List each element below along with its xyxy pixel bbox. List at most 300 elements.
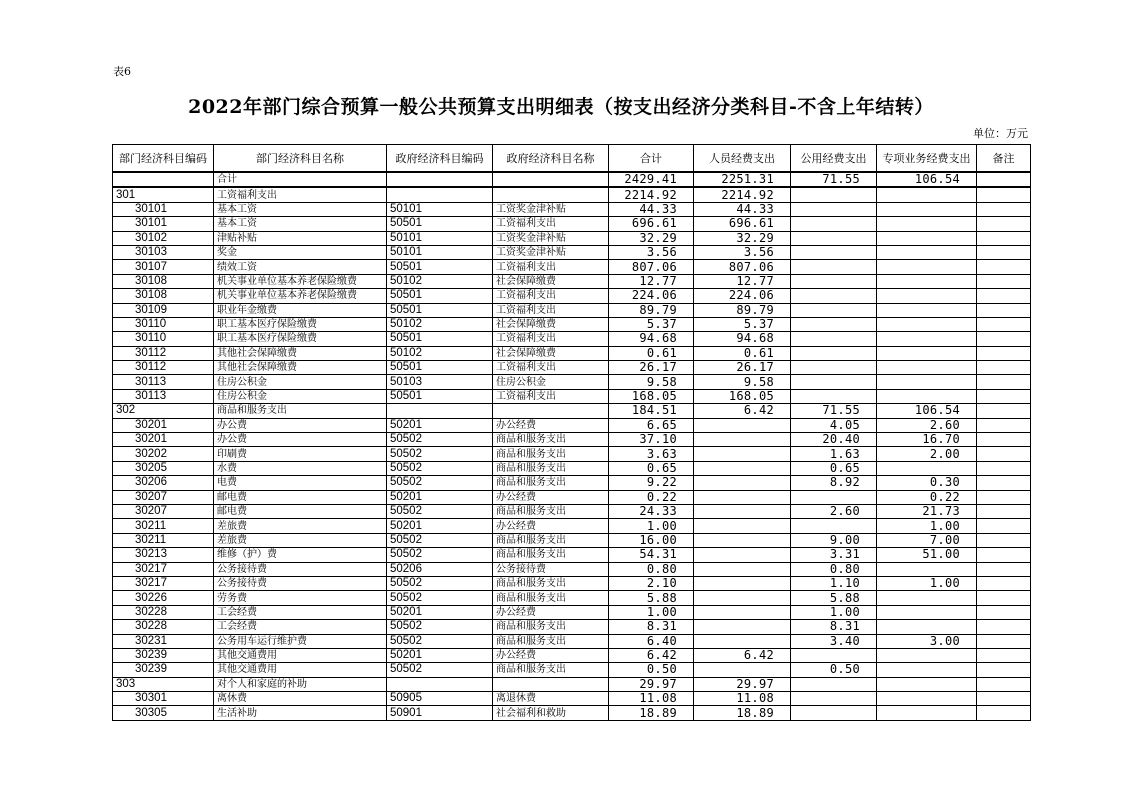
gov-code-cell: 50101 xyxy=(387,231,493,245)
total-cell: 0.50 xyxy=(609,663,694,677)
gov-name-cell: 工资奖金津补贴 xyxy=(493,245,609,259)
table-row xyxy=(113,605,1031,619)
public-cell: 9.00 xyxy=(791,533,877,547)
personnel-cell: 12.77 xyxy=(694,274,791,288)
dept-name-cell: 职工基本医疗保险缴费 xyxy=(214,317,387,331)
gov-code-cell: 50201 xyxy=(387,490,493,504)
dept-code-cell: 30201 xyxy=(113,418,214,432)
personnel-cell xyxy=(694,591,791,605)
gov-code-cell: 50502 xyxy=(387,663,493,677)
special-cell xyxy=(877,389,977,403)
dept-code-cell: 30112 xyxy=(113,346,214,360)
dept-code-cell: 302 xyxy=(113,404,214,418)
note-cell xyxy=(977,346,1031,360)
personnel-cell xyxy=(694,433,791,447)
personnel-cell: 3.56 xyxy=(694,245,791,259)
dept-code-cell: 30217 xyxy=(113,562,214,576)
public-cell xyxy=(791,375,877,389)
total-cell: 9.22 xyxy=(609,476,694,490)
public-cell: 1.63 xyxy=(791,447,877,461)
public-cell xyxy=(791,202,877,216)
gov-name-cell: 商品和服务支出 xyxy=(493,620,609,634)
dept-name-cell: 对个人和家庭的补助 xyxy=(214,677,387,691)
table-row xyxy=(113,663,1031,677)
gov-name-cell: 住房公积金 xyxy=(493,375,609,389)
header-gov-name: 政府经济科目名称 xyxy=(493,145,609,173)
gov-code-cell: 50502 xyxy=(387,548,493,562)
table-row xyxy=(113,303,1031,317)
table-row xyxy=(113,404,1031,418)
table-row xyxy=(113,648,1031,662)
total-cell: 224.06 xyxy=(609,289,694,303)
total-cell: 3.63 xyxy=(609,447,694,461)
dept-name-cell: 差旅费 xyxy=(214,533,387,547)
special-cell: 51.00 xyxy=(877,548,977,562)
table-row xyxy=(113,706,1031,720)
table-row xyxy=(113,231,1031,245)
personnel-cell: 224.06 xyxy=(694,289,791,303)
personnel-cell: 9.58 xyxy=(694,375,791,389)
note-cell xyxy=(977,418,1031,432)
total-cell: 3.56 xyxy=(609,245,694,259)
special-cell xyxy=(877,620,977,634)
total-cell: 9.58 xyxy=(609,375,694,389)
header-special: 专项业务经费支出 xyxy=(877,145,977,173)
gov-name-cell: 工资奖金津补贴 xyxy=(493,231,609,245)
dept-name-cell: 绩效工资 xyxy=(214,260,387,274)
special-cell: 2.60 xyxy=(877,418,977,432)
dept-code-cell: 30301 xyxy=(113,692,214,706)
special-cell xyxy=(877,648,977,662)
gov-name-cell: 工资福利支出 xyxy=(493,217,609,231)
total-cell: 1.00 xyxy=(609,605,694,619)
gov-name-cell: 办公经费 xyxy=(493,605,609,619)
total-cell: 8.31 xyxy=(609,620,694,634)
dept-name-cell: 公务接待费 xyxy=(214,576,387,590)
note-cell xyxy=(977,303,1031,317)
public-cell: 3.40 xyxy=(791,634,877,648)
dept-name-cell: 办公费 xyxy=(214,418,387,432)
personnel-cell xyxy=(694,533,791,547)
gov-code-cell: 50101 xyxy=(387,202,493,216)
total-cell: 184.51 xyxy=(609,404,694,418)
table-row xyxy=(113,576,1031,590)
dept-name-cell: 职业年金缴费 xyxy=(214,303,387,317)
personnel-cell xyxy=(694,418,791,432)
dept-code-cell: 30109 xyxy=(113,303,214,317)
gov-name-cell: 办公经费 xyxy=(493,418,609,432)
personnel-cell xyxy=(694,663,791,677)
dept-code-cell: 303 xyxy=(113,677,214,691)
note-cell xyxy=(977,706,1031,720)
dept-name-cell: 职工基本医疗保险缴费 xyxy=(214,332,387,346)
table-row xyxy=(113,490,1031,504)
dept-name-cell: 劳务费 xyxy=(214,591,387,605)
personnel-cell: 89.79 xyxy=(694,303,791,317)
dept-code-cell: 30112 xyxy=(113,361,214,375)
special-cell xyxy=(877,461,977,475)
gov-code-cell xyxy=(387,404,493,418)
special-cell xyxy=(877,217,977,231)
gov-code-cell: 50501 xyxy=(387,289,493,303)
public-cell xyxy=(791,231,877,245)
public-cell: 1.10 xyxy=(791,576,877,590)
dept-name-cell: 机关事业单位基本养老保险缴费 xyxy=(214,289,387,303)
gov-code-cell: 50502 xyxy=(387,620,493,634)
dept-code-cell: 30231 xyxy=(113,634,214,648)
special-cell: 7.00 xyxy=(877,533,977,547)
personnel-cell xyxy=(694,490,791,504)
public-cell xyxy=(791,490,877,504)
note-cell xyxy=(977,692,1031,706)
public-cell: 71.55 xyxy=(791,404,877,418)
table-row xyxy=(113,504,1031,518)
gov-code-cell: 50501 xyxy=(387,389,493,403)
total-cell: 2429.41 xyxy=(609,172,694,187)
gov-name-cell: 商品和服务支出 xyxy=(493,548,609,562)
dept-name-cell: 公务用车运行维护费 xyxy=(214,634,387,648)
gov-name-cell xyxy=(493,677,609,691)
personnel-cell: 94.68 xyxy=(694,332,791,346)
total-cell: 11.08 xyxy=(609,692,694,706)
gov-name-cell: 工资福利支出 xyxy=(493,260,609,274)
dept-name-cell: 电费 xyxy=(214,476,387,490)
special-cell: 1.00 xyxy=(877,519,977,533)
personnel-cell xyxy=(694,562,791,576)
dept-code-cell: 30207 xyxy=(113,490,214,504)
public-cell: 0.50 xyxy=(791,663,877,677)
public-cell xyxy=(791,519,877,533)
dept-name-cell: 商品和服务支出 xyxy=(214,404,387,418)
table-row xyxy=(113,172,1031,187)
special-cell: 3.00 xyxy=(877,634,977,648)
note-cell xyxy=(977,317,1031,331)
note-cell xyxy=(977,648,1031,662)
personnel-cell: 696.61 xyxy=(694,217,791,231)
gov-name-cell: 办公经费 xyxy=(493,648,609,662)
special-cell: 2.00 xyxy=(877,447,977,461)
total-cell: 0.22 xyxy=(609,490,694,504)
note-cell xyxy=(977,519,1031,533)
special-cell xyxy=(877,375,977,389)
gov-code-cell: 50201 xyxy=(387,605,493,619)
total-cell: 0.80 xyxy=(609,562,694,576)
note-cell xyxy=(977,634,1031,648)
dept-code-cell: 30228 xyxy=(113,620,214,634)
public-cell: 1.00 xyxy=(791,605,877,619)
dept-code-cell: 30239 xyxy=(113,648,214,662)
public-cell: 0.80 xyxy=(791,562,877,576)
table-row xyxy=(113,447,1031,461)
dept-name-cell: 生活补助 xyxy=(214,706,387,720)
personnel-cell: 32.29 xyxy=(694,231,791,245)
special-cell: 16.70 xyxy=(877,433,977,447)
special-cell xyxy=(877,260,977,274)
gov-name-cell xyxy=(493,187,609,202)
total-cell: 6.40 xyxy=(609,634,694,648)
total-cell: 32.29 xyxy=(609,231,694,245)
table-row xyxy=(113,389,1031,403)
dept-code-cell: 30211 xyxy=(113,519,214,533)
dept-code-cell: 30228 xyxy=(113,605,214,619)
dept-code-cell: 30207 xyxy=(113,504,214,518)
dept-code-cell: 30102 xyxy=(113,231,214,245)
table-row xyxy=(113,519,1031,533)
personnel-cell: 44.33 xyxy=(694,202,791,216)
note-cell xyxy=(977,533,1031,547)
total-cell: 2214.92 xyxy=(609,187,694,202)
total-cell: 6.65 xyxy=(609,418,694,432)
gov-code-cell: 50502 xyxy=(387,591,493,605)
dept-code-cell: 30226 xyxy=(113,591,214,605)
public-cell: 4.05 xyxy=(791,418,877,432)
special-cell xyxy=(877,303,977,317)
note-cell xyxy=(977,361,1031,375)
special-cell: 1.00 xyxy=(877,576,977,590)
public-cell: 2.60 xyxy=(791,504,877,518)
gov-name-cell: 工资福利支出 xyxy=(493,289,609,303)
dept-code-cell: 30101 xyxy=(113,202,214,216)
table-row xyxy=(113,260,1031,274)
total-cell: 89.79 xyxy=(609,303,694,317)
dept-code-cell: 30217 xyxy=(113,576,214,590)
table-row xyxy=(113,562,1031,576)
public-cell xyxy=(791,317,877,331)
gov-name-cell: 工资福利支出 xyxy=(493,303,609,317)
special-cell xyxy=(877,605,977,619)
special-cell xyxy=(877,202,977,216)
gov-name-cell: 商品和服务支出 xyxy=(493,476,609,490)
total-cell: 18.89 xyxy=(609,706,694,720)
dept-code-cell: 30110 xyxy=(113,317,214,331)
total-cell: 168.05 xyxy=(609,389,694,403)
public-cell xyxy=(791,260,877,274)
personnel-cell xyxy=(694,476,791,490)
special-cell xyxy=(877,591,977,605)
public-cell: 20.40 xyxy=(791,433,877,447)
dept-code-cell: 30103 xyxy=(113,245,214,259)
public-cell: 3.31 xyxy=(791,548,877,562)
special-cell xyxy=(877,692,977,706)
gov-name-cell: 商品和服务支出 xyxy=(493,663,609,677)
gov-code-cell: 50501 xyxy=(387,332,493,346)
table-row xyxy=(113,591,1031,605)
note-cell xyxy=(977,172,1031,187)
header-dept-name: 部门经济科目名称 xyxy=(214,145,387,173)
dept-code-cell xyxy=(113,172,214,187)
gov-code-cell: 50502 xyxy=(387,533,493,547)
public-cell: 0.65 xyxy=(791,461,877,475)
special-cell: 0.30 xyxy=(877,476,977,490)
gov-name-cell: 工资福利支出 xyxy=(493,361,609,375)
table-row xyxy=(113,677,1031,691)
gov-name-cell: 社会保障缴费 xyxy=(493,346,609,360)
special-cell xyxy=(877,245,977,259)
table-row xyxy=(113,245,1031,259)
public-cell xyxy=(791,346,877,360)
gov-name-cell: 商品和服务支出 xyxy=(493,591,609,605)
gov-code-cell xyxy=(387,187,493,202)
dept-name-cell: 差旅费 xyxy=(214,519,387,533)
table-row xyxy=(113,202,1031,216)
public-cell xyxy=(791,245,877,259)
special-cell xyxy=(877,317,977,331)
table-row xyxy=(113,346,1031,360)
note-cell xyxy=(977,433,1031,447)
gov-name-cell: 办公经费 xyxy=(493,519,609,533)
personnel-cell: 11.08 xyxy=(694,692,791,706)
table-row xyxy=(113,461,1031,475)
dept-code-cell: 30206 xyxy=(113,476,214,490)
gov-code-cell: 50502 xyxy=(387,634,493,648)
table-row xyxy=(113,187,1031,202)
dept-name-cell: 其他交通费用 xyxy=(214,663,387,677)
table-row xyxy=(113,476,1031,490)
total-cell: 54.31 xyxy=(609,548,694,562)
total-cell: 1.00 xyxy=(609,519,694,533)
note-cell xyxy=(977,447,1031,461)
budget-detail-table xyxy=(112,144,1031,721)
dept-name-cell: 其他社会保障缴费 xyxy=(214,361,387,375)
gov-code-cell: 50502 xyxy=(387,576,493,590)
total-cell: 12.77 xyxy=(609,274,694,288)
dept-name-cell: 办公费 xyxy=(214,433,387,447)
gov-name-cell: 社会保障缴费 xyxy=(493,317,609,331)
gov-code-cell: 50102 xyxy=(387,274,493,288)
public-cell xyxy=(791,692,877,706)
gov-code-cell: 50102 xyxy=(387,317,493,331)
dept-name-cell: 离休费 xyxy=(214,692,387,706)
dept-name-cell: 邮电费 xyxy=(214,504,387,518)
gov-name-cell: 社会保障缴费 xyxy=(493,274,609,288)
table-number: 表6 xyxy=(113,65,131,78)
note-cell xyxy=(977,490,1031,504)
special-cell xyxy=(877,289,977,303)
note-cell xyxy=(977,663,1031,677)
table-row xyxy=(113,332,1031,346)
gov-code-cell: 50206 xyxy=(387,562,493,576)
note-cell xyxy=(977,202,1031,216)
dept-code-cell: 30213 xyxy=(113,548,214,562)
public-cell: 8.92 xyxy=(791,476,877,490)
table-row xyxy=(113,289,1031,303)
table-row xyxy=(113,620,1031,634)
special-cell xyxy=(877,677,977,691)
gov-code-cell: 50501 xyxy=(387,260,493,274)
personnel-cell xyxy=(694,519,791,533)
note-cell xyxy=(977,260,1031,274)
gov-name-cell: 商品和服务支出 xyxy=(493,447,609,461)
table-body xyxy=(113,172,1031,720)
note-cell xyxy=(977,576,1031,590)
table-row xyxy=(113,274,1031,288)
gov-code-cell: 50501 xyxy=(387,217,493,231)
gov-code-cell: 50201 xyxy=(387,418,493,432)
total-cell: 0.61 xyxy=(609,346,694,360)
dept-name-cell: 维修（护）费 xyxy=(214,548,387,562)
gov-code-cell: 50103 xyxy=(387,375,493,389)
total-cell: 5.37 xyxy=(609,317,694,331)
gov-name-cell: 办公经费 xyxy=(493,490,609,504)
dept-name-cell: 其他社会保障缴费 xyxy=(214,346,387,360)
table-row xyxy=(113,361,1031,375)
dept-code-cell: 30205 xyxy=(113,461,214,475)
gov-name-cell: 商品和服务支出 xyxy=(493,634,609,648)
dept-code-cell: 30113 xyxy=(113,375,214,389)
personnel-cell: 6.42 xyxy=(694,648,791,662)
dept-name-cell: 合计 xyxy=(214,172,387,187)
note-cell xyxy=(977,620,1031,634)
table-row xyxy=(113,533,1031,547)
table-row xyxy=(113,692,1031,706)
dept-code-cell: 30113 xyxy=(113,389,214,403)
note-cell xyxy=(977,404,1031,418)
note-cell xyxy=(977,504,1031,518)
public-cell xyxy=(791,677,877,691)
total-cell: 26.17 xyxy=(609,361,694,375)
gov-code-cell: 50201 xyxy=(387,519,493,533)
dept-name-cell: 奖金 xyxy=(214,245,387,259)
personnel-cell xyxy=(694,634,791,648)
dept-code-cell: 30101 xyxy=(113,217,214,231)
gov-code-cell: 50502 xyxy=(387,461,493,475)
gov-name-cell: 工资福利支出 xyxy=(493,332,609,346)
gov-code-cell: 50502 xyxy=(387,504,493,518)
table-row xyxy=(113,418,1031,432)
total-cell: 6.42 xyxy=(609,648,694,662)
dept-code-cell: 30201 xyxy=(113,433,214,447)
gov-code-cell xyxy=(387,677,493,691)
gov-code-cell: 50101 xyxy=(387,245,493,259)
public-cell xyxy=(791,217,877,231)
gov-code-cell: 50502 xyxy=(387,447,493,461)
gov-name-cell: 商品和服务支出 xyxy=(493,433,609,447)
note-cell xyxy=(977,289,1031,303)
table-row xyxy=(113,317,1031,331)
personnel-cell xyxy=(694,461,791,475)
gov-code-cell: 50501 xyxy=(387,361,493,375)
gov-name-cell: 工资福利支出 xyxy=(493,389,609,403)
personnel-cell xyxy=(694,504,791,518)
note-cell xyxy=(977,476,1031,490)
special-cell xyxy=(877,562,977,576)
dept-name-cell: 印刷费 xyxy=(214,447,387,461)
table-row xyxy=(113,548,1031,562)
header-dept-code: 部门经济科目编码 xyxy=(113,145,214,173)
public-cell: 71.55 xyxy=(791,172,877,187)
personnel-cell xyxy=(694,620,791,634)
dept-code-cell: 30108 xyxy=(113,274,214,288)
public-cell xyxy=(791,289,877,303)
header-gov-code: 政府经济科目编码 xyxy=(387,145,493,173)
public-cell xyxy=(791,303,877,317)
personnel-cell: 807.06 xyxy=(694,260,791,274)
dept-code-cell: 301 xyxy=(113,187,214,202)
total-cell: 807.06 xyxy=(609,260,694,274)
note-cell xyxy=(977,591,1031,605)
header-total: 合计 xyxy=(609,145,694,173)
table-header-row xyxy=(113,145,1031,173)
personnel-cell: 5.37 xyxy=(694,317,791,331)
special-cell: 21.73 xyxy=(877,504,977,518)
dept-code-cell: 30108 xyxy=(113,289,214,303)
public-cell xyxy=(791,706,877,720)
dept-name-cell: 公务接待费 xyxy=(214,562,387,576)
personnel-cell: 26.17 xyxy=(694,361,791,375)
dept-name-cell: 工会经费 xyxy=(214,620,387,634)
note-cell xyxy=(977,332,1031,346)
dept-name-cell: 工资福利支出 xyxy=(214,187,387,202)
